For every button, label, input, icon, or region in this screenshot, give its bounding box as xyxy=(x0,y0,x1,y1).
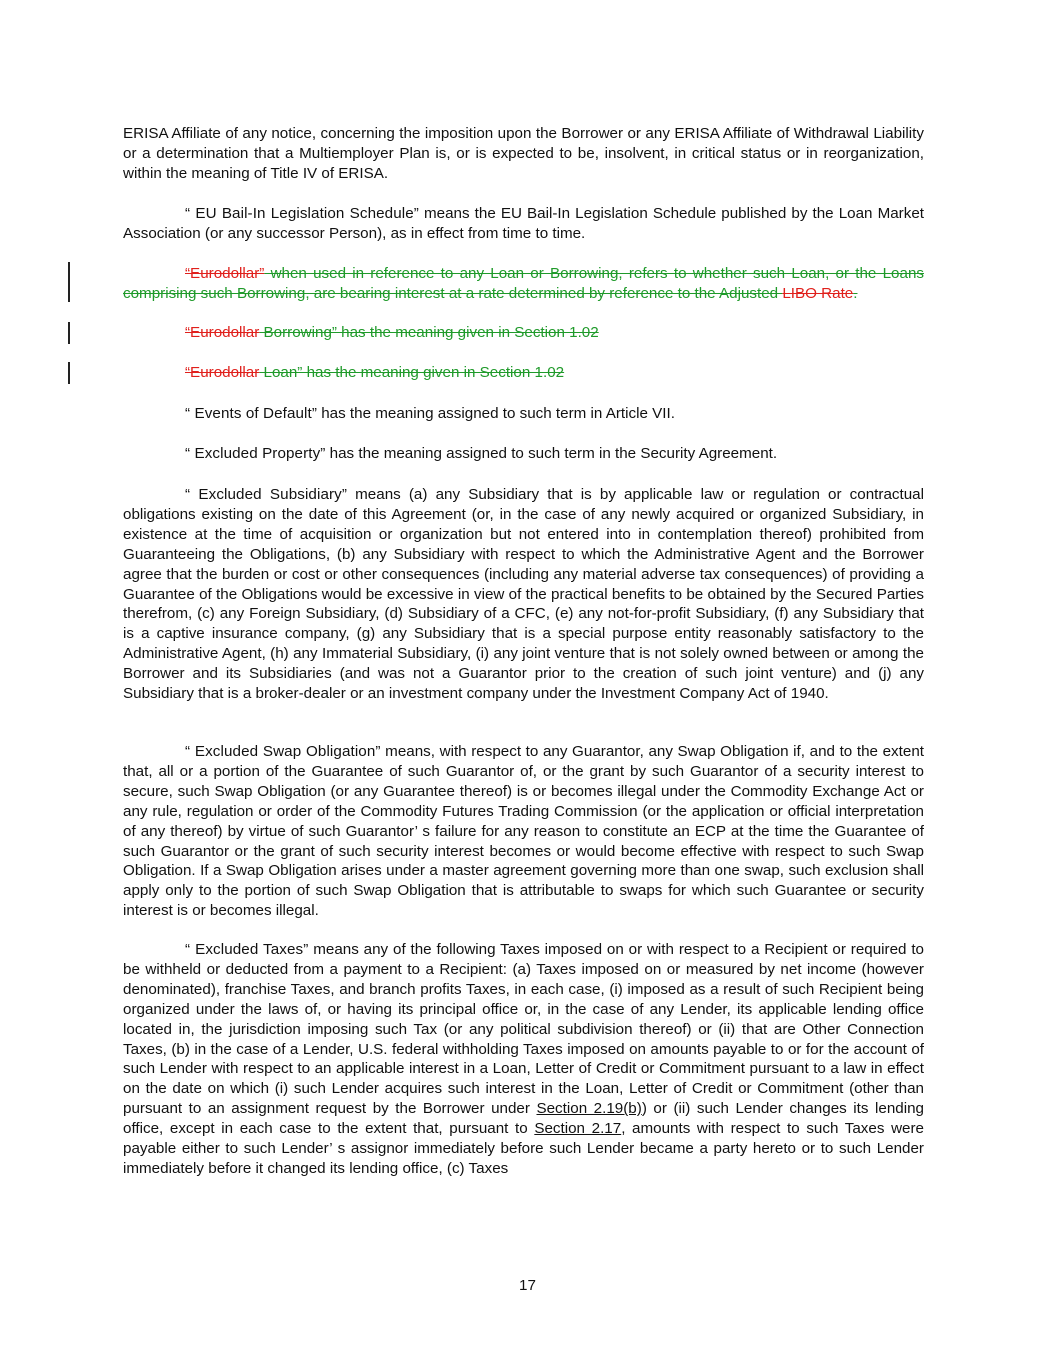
definition-excluded-subsidiary xyxy=(123,485,924,704)
definition-text: has the meaning assigned to such term in Article VII. xyxy=(317,405,675,422)
definition-text: , amounts with respect to such Taxes were payable either to such Lender’ s assignor immediately before such Lender became a party hereto or to such Lender immediately before it changed its lending office, (c) Taxes xyxy=(123,1120,925,1177)
change-bar xyxy=(68,362,70,384)
definition-text: means (a) any Subsidiary that is by applicable law or regulation or contractual obligations existing on the date of this Agreement (or, in the case of any newly acquired or organized Subsidiary, in existence at the time of acquisition or organization but not entered into in contemplation thereof) prohibited from Guaranteeing the Obligations, (b) any Subsidiary with respect to which the Administrative Agent and the Borrower agree that the burden or cost or other consequences (including any material adverse tax consequences) of providing a Guarantee of the Obligations would be excessive in view of the practical benefits to be obtained by the Secured Parties therefrom, (c) any Foreign Subsidiary, (d) Subsidiary of a CFC, (e) any not-for-profit Subsidiary, (f) any Subsidiary that is a captive insurance company, (g) any Subsidiary that is a special purpose entity reasonably satisfactory to the Administrative Agent, (h) any Immaterial Subsidiary, (i) any joint venture that is not solely owned between or among the Borrower and its Subsidiaries (and was not a Guarantor prior to the creation of such joint venture) and (j) any Subsidiary that is a broker-dealer or an investment company under the Investment Company Act of 1940. xyxy=(123,486,924,703)
section-link[interactable]: Section 2.19(b) xyxy=(536,1100,642,1118)
paragraph-text: ERISA Affiliate of any notice, concerning the imposition upon the Borrower or any ERISA Affiliate of Withdrawal Liability or a determination that a Multiemployer Plan is, or is expected to be, insolvent, in critical status or in reorganization, within the meaning of Title IV of ERISA. xyxy=(123,125,924,182)
deleted-text-red: “Eurodollar xyxy=(185,324,260,341)
definition-text: ) or (ii) such Lender changes its lending office, except in each case to the extent that, pursuant to xyxy=(123,1100,924,1138)
change-bar xyxy=(68,262,70,302)
defined-term: “ Excluded Property” xyxy=(185,445,326,462)
deleted-text-red: LIBO Rate xyxy=(782,284,854,302)
definition-events-of-default xyxy=(123,404,924,424)
definition-text: means the EU Bail-In Legislation Schedule published by the Loan Market Association (or any successor Person), as in effect from time to time. xyxy=(123,205,924,242)
deleted-text-green: when used in reference to any Loan or Borrowing, refers to whether such Loan, or the Loans comprising such Borrowing, are bearing interest at a rate determined by reference to the Adjusted xyxy=(123,265,924,302)
definition-eurodollar-deleted xyxy=(123,264,924,304)
definition-eurodollar-loan-deleted xyxy=(123,363,924,383)
defined-term: “ Excluded Taxes” xyxy=(185,941,309,958)
definition-eurodollar-borrowing-deleted xyxy=(123,323,924,343)
definition-text: means, with respect to any Guarantor, any Swap Obligation if, and to the extent that, all or a portion of the Guarantee of such Guarantor of, or the grant by such Guarantor of a security interest to secure, such Swap Obligation (or any Guarantee thereof) is or becomes illegal under the Commodity Exchange Act or any rule, regulation or order of the Commodity Futures Trading Commission (or the application or official interpretation of any thereof) by virtue of such Guarantor’ s failure for any reason to constitute an ECP at the time the Guarantee of such Guarantor or the grant of such security interest becomes or would become effective with respect to such Swap Obligation. If a Swap Obligation arises under a master agreement governing more than one swap, such exclusion shall apply only to the portion of such Swap Obligation that is attributable to swaps for which such Guarantee or security interest is or becomes illegal. xyxy=(123,743,924,920)
defined-term: “ Events of Default” xyxy=(185,405,317,422)
deleted-text-red: “Eurodollar” xyxy=(185,265,265,282)
definition-excluded-property xyxy=(123,444,924,464)
definition-text: means any of the following Taxes imposed on or with respect to a Recipient or required to be withheld or deducted from a payment to a Recipient: (a) Taxes imposed on or measured by net income (however denominated), franchise Taxes, and branch profits Taxes, in each case, (i) imposed as a result of such Recipient being organized under the laws of, or having its principal office or, in the case of any Lender, its applicable lending office located in, the jurisdiction imposing such Tax (or any political subdivision thereof) or (ii) that are Other Connection Taxes, (b) in the case of a Lender, U.S. federal withholding Taxes imposed on amounts payable to or for the account of such Lender with respect to an applicable interest in a Loan, Letter of Credit or Commitment pursuant to a law in effect on the date on which (i) such Lender acquires such interest in the Loan, Letter of Credit or Commitment (other than pursuant to an assignment request by the Borrower under xyxy=(123,941,925,1118)
defined-term: “ EU Bail-In Legislation Schedule” xyxy=(185,205,419,222)
page-number: 17 xyxy=(519,1277,536,1294)
paragraph-erisa-continuation xyxy=(123,124,924,184)
definition-excluded-taxes xyxy=(123,940,924,1179)
deleted-text-green: Loan” has the meaning given in Section 1.02 xyxy=(259,364,565,381)
defined-term: “ Excluded Swap Obligation” xyxy=(185,743,381,760)
deleted-text-red: “Eurodollar xyxy=(185,364,260,381)
defined-term: “ Excluded Subsidiary” xyxy=(185,486,347,503)
definition-text: has the meaning assigned to such term in the Security Agreement. xyxy=(325,445,778,462)
deleted-text-green: Borrowing” has the meaning given in Section 1.02 xyxy=(259,324,599,341)
definition-eu-bail-in xyxy=(123,204,924,244)
deleted-text-green: . xyxy=(853,284,858,302)
definition-excluded-swap-obligation xyxy=(123,742,924,921)
change-bar xyxy=(68,322,70,344)
section-link[interactable]: Section 2.17 xyxy=(534,1120,622,1138)
